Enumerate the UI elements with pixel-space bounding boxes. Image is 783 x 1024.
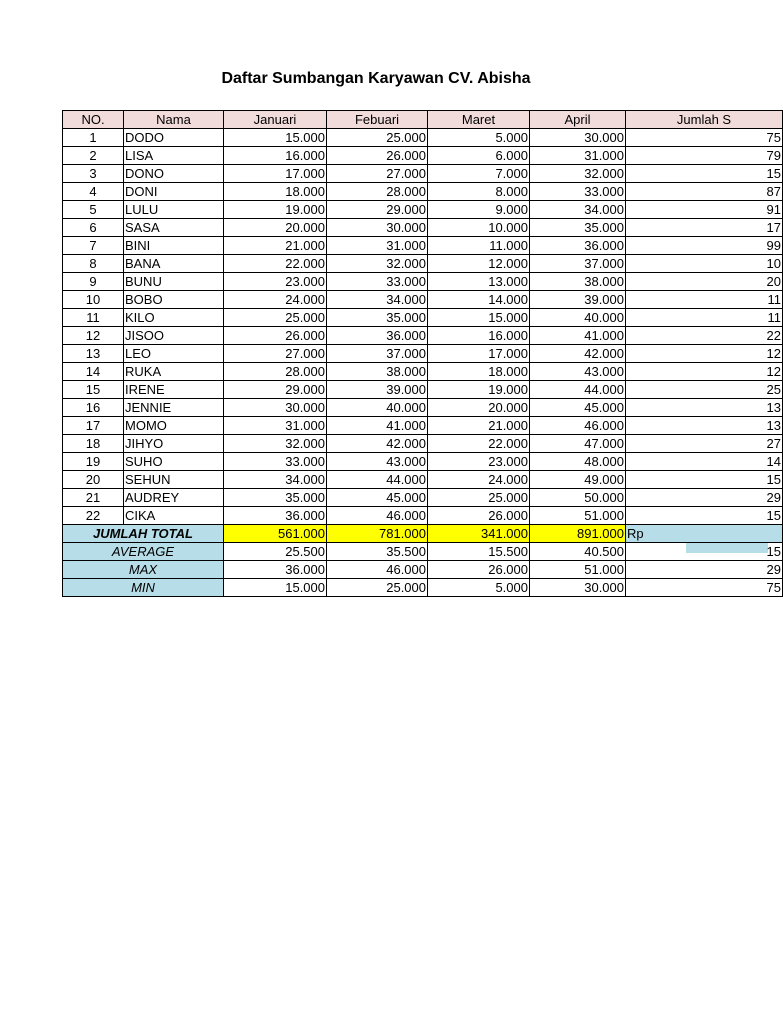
cell-maret[interactable]: 26.000 [428,507,530,525]
cell-jumlah[interactable]: 15 [626,471,783,489]
cell-no[interactable]: 1 [63,129,124,147]
cell-febuari[interactable]: 32.000 [327,255,428,273]
cell-febuari[interactable]: 33.000 [327,273,428,291]
cell-jumlah[interactable]: 13 [626,399,783,417]
cell-april[interactable]: 49.000 [530,471,626,489]
cell-no[interactable]: 20 [63,471,124,489]
cell-april[interactable]: 48.000 [530,453,626,471]
cell-febuari[interactable]: 31.000 [327,237,428,255]
total-label[interactable]: JUMLAH TOTAL [63,525,224,543]
cell-nama[interactable]: DONI [124,183,224,201]
table-row [63,237,783,255]
spreadsheet-area [62,110,781,597]
cell-jumlah[interactable]: 12 [626,345,783,363]
cell-maret[interactable]: 15.000 [428,309,530,327]
cell-febuari[interactable]: 45.000 [327,489,428,507]
cell-jumlah[interactable]: 25 [626,381,783,399]
total-jumlah[interactable]: Rp [626,525,783,543]
cell-maret[interactable]: 17.000 [428,345,530,363]
cell-nama[interactable]: DODO [124,129,224,147]
cell-januari[interactable]: 21.000 [224,237,327,255]
stat-febuari[interactable]: 25.000 [327,579,428,597]
cell-april[interactable]: 32.000 [530,165,626,183]
cell-nama[interactable]: LULU [124,201,224,219]
cell-no[interactable]: 11 [63,309,124,327]
cell-jumlah[interactable]: 15 [626,507,783,525]
cell-jumlah[interactable]: 20 [626,273,783,291]
cell-febuari[interactable]: 25.000 [327,129,428,147]
cell-nama[interactable]: LISA [124,147,224,165]
cell-maret[interactable]: 10.000 [428,219,530,237]
cell-april[interactable]: 47.000 [530,435,626,453]
cell-maret[interactable]: 14.000 [428,291,530,309]
cell-jumlah[interactable]: 15 [626,165,783,183]
cell-jumlah[interactable]: 99 [626,237,783,255]
cell-januari[interactable]: 22.000 [224,255,327,273]
cell-januari[interactable]: 35.000 [224,489,327,507]
cell-maret[interactable]: 24.000 [428,471,530,489]
cell-januari[interactable]: 29.000 [224,381,327,399]
cell-nama[interactable]: SEHUN [124,471,224,489]
cell-febuari[interactable]: 35.000 [327,309,428,327]
cell-januari[interactable]: 36.000 [224,507,327,525]
cell-maret[interactable]: 22.000 [428,435,530,453]
stat-april[interactable]: 40.500 [530,543,626,561]
cell-no[interactable]: 21 [63,489,124,507]
cell-febuari[interactable]: 34.000 [327,291,428,309]
table-row [63,417,783,435]
cell-nama[interactable]: KILO [124,309,224,327]
table-row [63,489,783,507]
table-row [63,309,783,327]
cell-maret[interactable]: 21.000 [428,417,530,435]
cell-maret[interactable]: 7.000 [428,165,530,183]
cell-nama[interactable]: IRENE [124,381,224,399]
table-row [63,399,783,417]
cell-febuari[interactable]: 27.000 [327,165,428,183]
cell-maret[interactable]: 16.000 [428,327,530,345]
cell-april[interactable]: 34.000 [530,201,626,219]
cell-januari[interactable]: 20.000 [224,219,327,237]
cell-nama[interactable]: BUNU [124,273,224,291]
cell-febuari[interactable]: 38.000 [327,363,428,381]
cell-febuari[interactable]: 42.000 [327,435,428,453]
cell-januari[interactable]: 23.000 [224,273,327,291]
stat-row-average [63,543,783,561]
cell-jumlah[interactable]: 11 [626,309,783,327]
cell-nama[interactable]: JENNIE [124,399,224,417]
stat-maret[interactable]: 5.000 [428,579,530,597]
cell-januari[interactable]: 34.000 [224,471,327,489]
cell-no[interactable]: 15 [63,381,124,399]
header-maret[interactable]: Maret [428,111,530,129]
cell-april[interactable]: 44.000 [530,381,626,399]
cell-januari[interactable]: 17.000 [224,165,327,183]
cell-maret[interactable]: 25.000 [428,489,530,507]
cell-febuari[interactable]: 28.000 [327,183,428,201]
cell-januari[interactable]: 32.000 [224,435,327,453]
cell-febuari[interactable]: 41.000 [327,417,428,435]
table-row [63,327,783,345]
stat-maret[interactable]: 26.000 [428,561,530,579]
cell-jumlah[interactable]: 10 [626,255,783,273]
cell-no[interactable]: 9 [63,273,124,291]
cell-febuari[interactable]: 40.000 [327,399,428,417]
cell-febuari[interactable]: 36.000 [327,327,428,345]
table-row [63,453,783,471]
cell-maret[interactable]: 23.000 [428,453,530,471]
cell-april[interactable]: 38.000 [530,273,626,291]
header-row [63,111,783,129]
cell-maret[interactable]: 11.000 [428,237,530,255]
cell-januari[interactable]: 26.000 [224,327,327,345]
donation-table [62,110,783,597]
cell-jumlah[interactable]: 12 [626,363,783,381]
stat-label[interactable]: MIN [63,579,224,597]
cell-jumlah[interactable]: 79 [626,147,783,165]
cell-jumlah[interactable]: 27 [626,435,783,453]
cell-no[interactable]: 8 [63,255,124,273]
total-febuari[interactable]: 781.000 [327,525,428,543]
cell-nama[interactable]: BOBO [124,291,224,309]
stat-febuari[interactable]: 46.000 [327,561,428,579]
cell-febuari[interactable]: 26.000 [327,147,428,165]
cell-jumlah[interactable]: 11 [626,291,783,309]
cell-april[interactable]: 39.000 [530,291,626,309]
cell-april[interactable]: 40.000 [530,309,626,327]
stat-row-max [63,561,783,579]
total-januari[interactable]: 561.000 [224,525,327,543]
cell-januari[interactable]: 33.000 [224,453,327,471]
table-row [63,507,783,525]
header-januari[interactable]: Januari [224,111,327,129]
cell-no[interactable]: 14 [63,363,124,381]
stat-label[interactable]: AVERAGE [63,543,224,561]
cell-no[interactable]: 19 [63,453,124,471]
stat-jumlah[interactable]: 15 [626,543,783,561]
cell-no[interactable]: 12 [63,327,124,345]
cell-no[interactable]: 10 [63,291,124,309]
cell-maret[interactable]: 18.000 [428,363,530,381]
total-april[interactable]: 891.000 [530,525,626,543]
cell-april[interactable]: 37.000 [530,255,626,273]
cell-maret[interactable]: 12.000 [428,255,530,273]
table-row [63,219,783,237]
cell-maret[interactable]: 20.000 [428,399,530,417]
cell-nama[interactable]: DONO [124,165,224,183]
table-row [63,291,783,309]
cell-nama[interactable]: BINI [124,237,224,255]
header-jumlah[interactable]: Jumlah S [626,111,783,129]
table-row [63,471,783,489]
cell-april[interactable]: 51.000 [530,507,626,525]
header-no[interactable]: NO. [63,111,124,129]
stat-januari[interactable]: 36.000 [224,561,327,579]
table-row [63,345,783,363]
cell-april[interactable]: 45.000 [530,399,626,417]
cell-april[interactable]: 43.000 [530,363,626,381]
stat-januari[interactable]: 25.500 [224,543,327,561]
cell-no[interactable]: 17 [63,417,124,435]
table-row [63,183,783,201]
cell-maret[interactable]: 19.000 [428,381,530,399]
cell-april[interactable]: 30.000 [530,129,626,147]
table-row [63,129,783,147]
cell-no[interactable]: 5 [63,201,124,219]
cell-febuari[interactable]: 39.000 [327,381,428,399]
total-row [63,525,783,543]
cell-jumlah[interactable]: 13 [626,417,783,435]
cell-januari[interactable]: 27.000 [224,345,327,363]
cell-no[interactable]: 13 [63,345,124,363]
sheet-title: Daftar Sumbangan Karyawan CV. Abisha [221,70,531,87]
cell-nama[interactable]: LEO [124,345,224,363]
total-maret[interactable]: 341.000 [428,525,530,543]
cell-januari[interactable]: 16.000 [224,147,327,165]
cell-januari[interactable]: 24.000 [224,291,327,309]
cell-no[interactable]: 4 [63,183,124,201]
cell-febuari[interactable]: 30.000 [327,219,428,237]
cell-no[interactable]: 16 [63,399,124,417]
cell-maret[interactable]: 8.000 [428,183,530,201]
table-row [63,165,783,183]
cell-jumlah[interactable]: 75 [626,129,783,147]
cell-maret[interactable]: 6.000 [428,147,530,165]
table-row [63,363,783,381]
table-body [63,129,783,525]
cell-nama[interactable]: CIKA [124,507,224,525]
stat-febuari[interactable]: 35.500 [327,543,428,561]
table-row [63,201,783,219]
cell-febuari[interactable]: 37.000 [327,345,428,363]
cell-maret[interactable]: 9.000 [428,201,530,219]
stat-jumlah[interactable]: 29 [626,561,783,579]
table-row [63,147,783,165]
cell-april[interactable]: 35.000 [530,219,626,237]
cell-no[interactable]: 18 [63,435,124,453]
cell-nama[interactable]: SASA [124,219,224,237]
cell-no[interactable]: 7 [63,237,124,255]
stat-januari[interactable]: 15.000 [224,579,327,597]
stat-jumlah[interactable]: 75 [626,579,783,597]
cell-nama[interactable]: JISOO [124,327,224,345]
cell-april[interactable]: 50.000 [530,489,626,507]
cell-nama[interactable]: AUDREY [124,489,224,507]
cell-jumlah[interactable]: 29 [626,489,783,507]
cell-april[interactable]: 41.000 [530,327,626,345]
cell-jumlah[interactable]: 17 [626,219,783,237]
cell-januari[interactable]: 18.000 [224,183,327,201]
cell-jumlah[interactable]: 14 [626,453,783,471]
cell-januari[interactable]: 31.000 [224,417,327,435]
table-row [63,255,783,273]
stat-row-min [63,579,783,597]
cell-jumlah[interactable]: 87 [626,183,783,201]
cell-jumlah[interactable]: 91 [626,201,783,219]
header-febuari[interactable]: Febuari [327,111,428,129]
cell-januari[interactable]: 25.000 [224,309,327,327]
cell-april[interactable]: 33.000 [530,183,626,201]
stat-april[interactable]: 51.000 [530,561,626,579]
cell-febuari[interactable]: 29.000 [327,201,428,219]
cell-maret[interactable]: 5.000 [428,129,530,147]
cell-nama[interactable]: SUHO [124,453,224,471]
cell-jumlah[interactable]: 22 [626,327,783,345]
stat-maret[interactable]: 15.500 [428,543,530,561]
cell-januari[interactable]: 19.000 [224,201,327,219]
header-nama[interactable]: Nama [124,111,224,129]
cell-no[interactable]: 3 [63,165,124,183]
cell-no[interactable]: 6 [63,219,124,237]
cell-maret[interactable]: 13.000 [428,273,530,291]
cell-no[interactable]: 22 [63,507,124,525]
cell-april[interactable]: 31.000 [530,147,626,165]
cell-nama[interactable]: BANA [124,255,224,273]
cell-januari[interactable]: 30.000 [224,399,327,417]
table-row [63,435,783,453]
cell-april[interactable]: 46.000 [530,417,626,435]
header-april[interactable]: April [530,111,626,129]
table-row [63,381,783,399]
cell-no[interactable]: 2 [63,147,124,165]
cell-januari[interactable]: 15.000 [224,129,327,147]
cell-april[interactable]: 36.000 [530,237,626,255]
stat-april[interactable]: 30.000 [530,579,626,597]
stat-label[interactable]: MAX [63,561,224,579]
cell-nama[interactable]: MOMO [124,417,224,435]
cell-febuari[interactable]: 43.000 [327,453,428,471]
cell-nama[interactable]: RUKA [124,363,224,381]
table-row [63,273,783,291]
cell-febuari[interactable]: 44.000 [327,471,428,489]
cell-febuari[interactable]: 46.000 [327,507,428,525]
cell-nama[interactable]: JIHYO [124,435,224,453]
cell-april[interactable]: 42.000 [530,345,626,363]
cell-januari[interactable]: 28.000 [224,363,327,381]
